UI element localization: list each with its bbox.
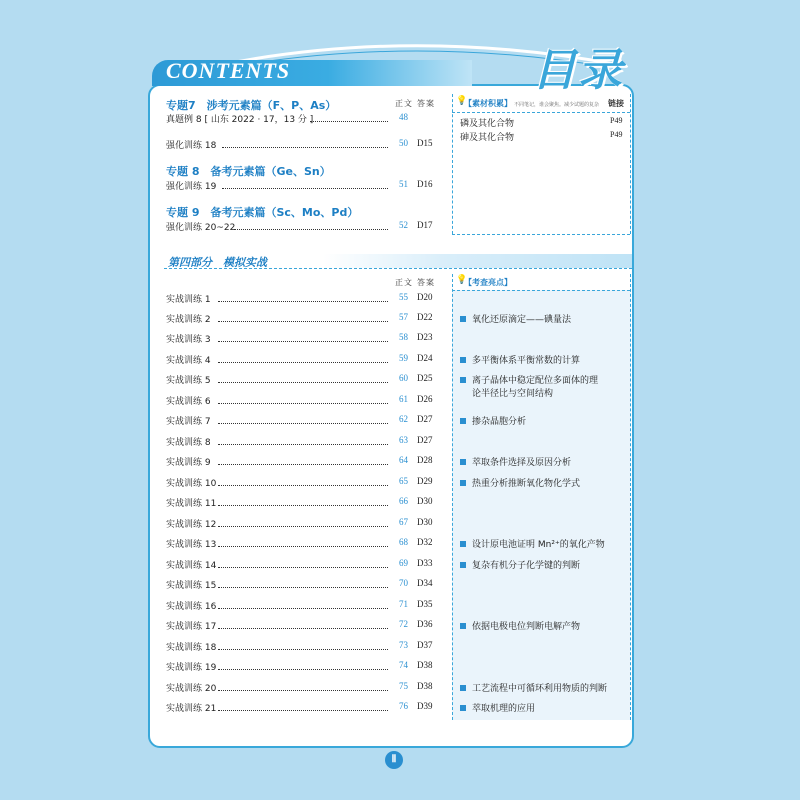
train-19-label[interactable]: 强化训练 19 xyxy=(166,182,217,192)
practice-row-label[interactable]: 实战训练 7 xyxy=(166,417,211,427)
leader-dots xyxy=(222,147,388,148)
topic-7-page[interactable]: 48 xyxy=(399,112,408,122)
practice-row-label[interactable]: 实战训练 4 xyxy=(166,356,211,366)
highlight-text-continued: 论半径比与空间结构 xyxy=(472,389,554,399)
practice-row-answer[interactable]: D27 xyxy=(417,435,433,445)
practice-row-page[interactable]: 73 xyxy=(399,640,408,650)
leader-dots xyxy=(218,526,388,527)
leader-dots xyxy=(218,423,388,424)
leader-dots xyxy=(310,121,388,122)
leader-dots xyxy=(222,188,388,189)
highlight-text: 依据电极电位判断电解产物 xyxy=(472,622,581,632)
practice-row-answer[interactable]: D22 xyxy=(417,312,433,322)
material-note: 不同笔记，谁会聚焦。减少试题的复杂 xyxy=(514,102,600,108)
leader-dots xyxy=(218,382,388,383)
bulb-icon: 💡 xyxy=(456,96,468,106)
practice-row-page[interactable]: 59 xyxy=(399,353,408,363)
leader-dots xyxy=(218,485,388,486)
practice-row-page[interactable]: 66 xyxy=(399,496,408,506)
practice-row-answer[interactable]: D36 xyxy=(417,619,433,629)
practice-row-answer[interactable]: D39 xyxy=(417,701,433,711)
mulu-title: 目录 xyxy=(532,45,624,96)
practice-row-answer[interactable]: D30 xyxy=(417,517,433,527)
highlights-header-line xyxy=(452,290,630,291)
practice-row-answer[interactable]: D38 xyxy=(417,660,433,670)
bullet-icon xyxy=(460,562,466,568)
leader-dots xyxy=(218,464,388,465)
practice-row-label[interactable]: 实战训练 15 xyxy=(166,581,217,591)
highlight-text: 设计原电池证明 Mn²⁺的氧化产物 xyxy=(472,540,605,550)
practice-row-page[interactable]: 72 xyxy=(399,619,408,629)
practice-row-page[interactable]: 69 xyxy=(399,558,408,568)
practice-row-label[interactable]: 实战训练 10 xyxy=(166,479,217,489)
practice-row-answer[interactable]: D29 xyxy=(417,476,433,486)
bullet-icon xyxy=(460,418,466,424)
practice-row-answer[interactable]: D30 xyxy=(417,496,433,506)
topic-9-title[interactable]: 专题 9 备考元素篇（Sc、Mo、Pd） xyxy=(166,206,359,219)
highlights-tag: 【考查亮点】 xyxy=(464,278,512,287)
leader-dots xyxy=(218,444,388,445)
practice-row-answer[interactable]: D32 xyxy=(417,537,433,547)
leader-dots xyxy=(218,628,388,629)
bullet-icon xyxy=(460,377,466,383)
practice-row-page[interactable]: 75 xyxy=(399,681,408,691)
material-item[interactable]: 磷及其化合物 xyxy=(460,119,515,129)
link-label: 链接 xyxy=(608,99,624,108)
bullet-icon xyxy=(460,459,466,465)
practice-row-page[interactable]: 62 xyxy=(399,414,408,424)
material-tag: 【素材积累】 xyxy=(464,99,512,108)
leader-dots xyxy=(218,546,388,547)
col-header-text: 正文 xyxy=(395,99,413,108)
practice-row-page[interactable]: 64 xyxy=(399,455,408,465)
practice-row-answer[interactable]: D25 xyxy=(417,373,433,383)
highlight-text: 多平衡体系平衡常数的计算 xyxy=(472,356,581,366)
leader-dots xyxy=(218,403,388,404)
leader-dots xyxy=(234,229,388,230)
topic-8-title[interactable]: 专题 8 备考元素篇（Ge、Sn） xyxy=(166,165,331,178)
leader-dots xyxy=(218,608,388,609)
train-18-page[interactable]: 50 xyxy=(399,138,408,148)
bullet-icon xyxy=(460,316,466,322)
highlight-text: 氧化还原滴定——碘量法 xyxy=(472,315,572,325)
practice-row-answer[interactable]: D37 xyxy=(417,640,433,650)
highlights-divider xyxy=(452,274,453,720)
practice-row-page[interactable]: 71 xyxy=(399,599,408,609)
col-header-text: 正文 xyxy=(395,278,413,287)
practice-row-label[interactable]: 实战训练 17 xyxy=(166,622,217,632)
leader-dots xyxy=(218,321,388,322)
practice-row-page[interactable]: 65 xyxy=(399,476,408,486)
practice-row-label[interactable]: 实战训练 13 xyxy=(166,540,217,550)
bullet-icon xyxy=(460,541,466,547)
leader-dots xyxy=(218,649,388,650)
practice-row-label[interactable]: 实战训练 3 xyxy=(166,335,211,345)
practice-row-page[interactable]: 63 xyxy=(399,435,408,445)
practice-row-answer[interactable]: D34 xyxy=(417,578,433,588)
train-18-label[interactable]: 强化训练 18 xyxy=(166,141,217,151)
leader-dots xyxy=(218,690,388,691)
practice-row-label[interactable]: 实战训练 2 xyxy=(166,315,211,325)
leader-dots xyxy=(218,669,388,670)
train-19-answer[interactable]: D16 xyxy=(417,179,433,189)
practice-row-answer[interactable]: D24 xyxy=(417,353,433,363)
practice-row-answer[interactable]: D20 xyxy=(417,292,433,302)
practice-row-label[interactable]: 实战训练 8 xyxy=(166,438,211,448)
practice-row-label[interactable]: 实战训练 18 xyxy=(166,643,217,653)
train-20-page[interactable]: 52 xyxy=(399,220,408,230)
practice-row-answer[interactable]: D35 xyxy=(417,599,433,609)
practice-row-label[interactable]: 实战训练 16 xyxy=(166,602,217,612)
practice-row-label[interactable]: 实战训练 21 xyxy=(166,704,217,714)
practice-row-label[interactable]: 实战训练 9 xyxy=(166,458,211,468)
highlight-text: 离子晶体中稳定配位多面体的理 xyxy=(472,376,599,386)
practice-row-answer[interactable]: D27 xyxy=(417,414,433,424)
practice-row-label[interactable]: 实战训练 11 xyxy=(166,499,217,509)
practice-row-page[interactable]: 58 xyxy=(399,332,408,342)
bullet-icon xyxy=(460,480,466,486)
practice-row-label[interactable]: 实战训练 12 xyxy=(166,520,217,530)
leader-dots xyxy=(218,567,388,568)
practice-row-label[interactable]: 实战训练 19 xyxy=(166,663,217,673)
practice-row-page[interactable]: 60 xyxy=(399,373,408,383)
example-8-label[interactable]: 真题例 8 [ 山东 2022 · 17，13 分 ] xyxy=(166,115,314,125)
bullet-icon xyxy=(460,685,466,691)
part4-underline xyxy=(164,268,632,269)
highlight-text: 掺杂晶胞分析 xyxy=(472,417,527,427)
practice-row-answer[interactable]: D23 xyxy=(417,332,433,342)
train-20-answer[interactable]: D17 xyxy=(417,220,433,230)
topic-7-title[interactable]: 专题7 涉考元素篇（F、P、As） xyxy=(166,99,337,112)
bulb-icon: 💡 xyxy=(456,275,468,285)
material-right-line xyxy=(630,94,631,234)
leader-dots xyxy=(218,505,388,506)
practice-row-answer[interactable]: D26 xyxy=(417,394,433,404)
practice-row-page[interactable]: 70 xyxy=(399,578,408,588)
leader-dots xyxy=(218,341,388,342)
train-18-answer[interactable]: D15 xyxy=(417,138,433,148)
bullet-icon xyxy=(460,357,466,363)
material-item-page[interactable]: P49 xyxy=(610,130,623,139)
practice-row-label[interactable]: 实战训练 20 xyxy=(166,684,217,694)
train-20-label[interactable]: 强化训练 20~22 xyxy=(166,223,236,233)
bullet-icon xyxy=(460,705,466,711)
bullet-icon xyxy=(460,623,466,629)
practice-row-label[interactable]: 实战训练 14 xyxy=(166,561,217,571)
highlight-text: 萃取条件选择及原因分析 xyxy=(472,458,572,468)
material-divider xyxy=(452,94,453,234)
practice-row-page[interactable]: 67 xyxy=(399,517,408,527)
practice-row-answer[interactable]: D33 xyxy=(417,558,433,568)
material-header-line xyxy=(452,112,630,113)
practice-row-page[interactable]: 55 xyxy=(399,292,408,302)
highlight-text: 复杂有机分子化学键的判断 xyxy=(472,561,581,571)
practice-row-label[interactable]: 实战训练 1 xyxy=(166,295,211,305)
col-header-answer: 答案 xyxy=(417,278,435,287)
practice-row-answer[interactable]: D38 xyxy=(417,681,433,691)
highlights-right-line xyxy=(630,274,631,720)
col-header-answer: 答案 xyxy=(417,99,435,108)
practice-row-answer[interactable]: D28 xyxy=(417,455,433,465)
practice-row-label[interactable]: 实战训练 6 xyxy=(166,397,211,407)
highlight-text: 热重分析推断氧化物化学式 xyxy=(472,479,581,489)
part4-title[interactable]: 第四部分 模拟实战 xyxy=(168,256,267,269)
practice-row-page[interactable]: 68 xyxy=(399,537,408,547)
practice-row-page[interactable]: 74 xyxy=(399,660,408,670)
highlight-text: 萃取机理的应用 xyxy=(472,704,536,714)
contents-title: CONTENTS xyxy=(166,58,291,83)
leader-dots xyxy=(218,710,388,711)
page-number: Ⅱ xyxy=(385,751,403,769)
practice-row-label[interactable]: 实战训练 5 xyxy=(166,376,211,386)
practice-row-page[interactable]: 57 xyxy=(399,312,408,322)
highlight-text: 工艺流程中可循环利用物质的判断 xyxy=(472,684,608,694)
train-19-page[interactable]: 51 xyxy=(399,179,408,189)
leader-dots xyxy=(218,301,388,302)
leader-dots xyxy=(218,362,388,363)
leader-dots xyxy=(218,587,388,588)
material-bottom-line xyxy=(452,234,630,235)
material-item-page[interactable]: P49 xyxy=(610,116,623,125)
practice-row-page[interactable]: 61 xyxy=(399,394,408,404)
practice-row-page[interactable]: 76 xyxy=(399,701,408,711)
material-item[interactable]: 砷及其化合物 xyxy=(460,133,515,143)
